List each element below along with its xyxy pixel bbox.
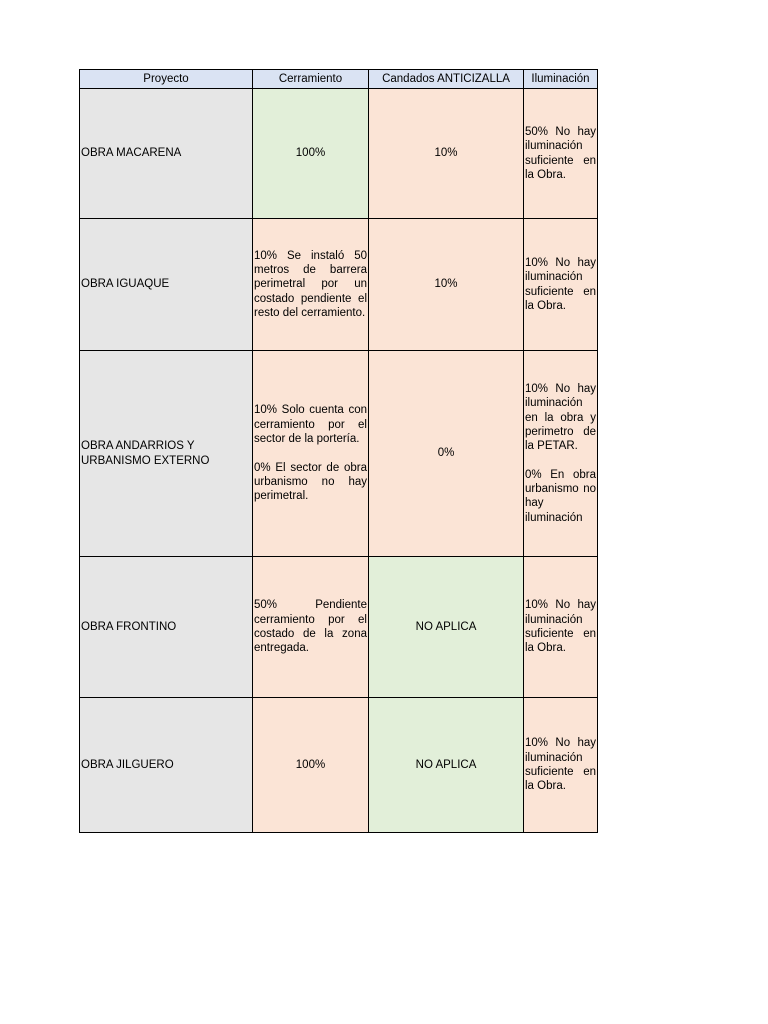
cell-iluminacion: 10% No hay iluminación suficiente en la Obra. <box>524 698 598 833</box>
cell-candados: NO APLICA <box>369 557 524 698</box>
header-row <box>80 70 598 89</box>
table-row <box>80 698 598 833</box>
cell-proyecto: OBRA FRONTINO <box>80 557 253 698</box>
cell-cerramiento: 10% Se instaló 50 metros de barrera perimetral por un costado pendiente el resto del cerramiento. <box>253 219 369 351</box>
cell-iluminacion: 10% No hay iluminación suficiente en la Obra. <box>524 219 598 351</box>
table-row <box>80 351 598 557</box>
cell-iluminacion: 10% No hay iluminación en la obra y perimetro de la PETAR. 0% En obra urbanismo no hay iluminación <box>524 351 598 557</box>
header-candados: Candados ANTICIZALLA <box>369 70 524 89</box>
cell-cerramiento: 10% Solo cuenta con cerramiento por el sector de la portería. 0% El sector de obra urbanismo no hay perimetral. <box>253 351 369 557</box>
table-row <box>80 219 598 351</box>
cell-candados: NO APLICA <box>369 698 524 833</box>
header-proyecto: Proyecto <box>80 70 253 89</box>
table-row <box>80 89 598 219</box>
header-iluminacion: Iluminación <box>524 70 598 89</box>
cell-candados: 0% <box>369 351 524 557</box>
cell-iluminacion: 50% No hay iluminación suficiente en la Obra. <box>524 89 598 219</box>
header-cerramiento: Cerramiento <box>253 70 369 89</box>
cell-proyecto: OBRA JILGUERO <box>80 698 253 833</box>
cell-proyecto: OBRA ANDARRIOS Y URBANISMO EXTERNO <box>80 351 253 557</box>
cell-proyecto: OBRA MACARENA <box>80 89 253 219</box>
cell-cerramiento: 100% <box>253 89 369 219</box>
cell-cerramiento: 50% Pendiente cerramiento por el costado de la zona entregada. <box>253 557 369 698</box>
cell-proyecto: OBRA IGUAQUE <box>80 219 253 351</box>
cell-candados: 10% <box>369 89 524 219</box>
cell-candados: 10% <box>369 219 524 351</box>
status-table <box>79 69 598 833</box>
cell-cerramiento: 100% <box>253 698 369 833</box>
table-row <box>80 557 598 698</box>
cell-iluminacion: 10% No hay iluminación suficiente en la Obra. <box>524 557 598 698</box>
